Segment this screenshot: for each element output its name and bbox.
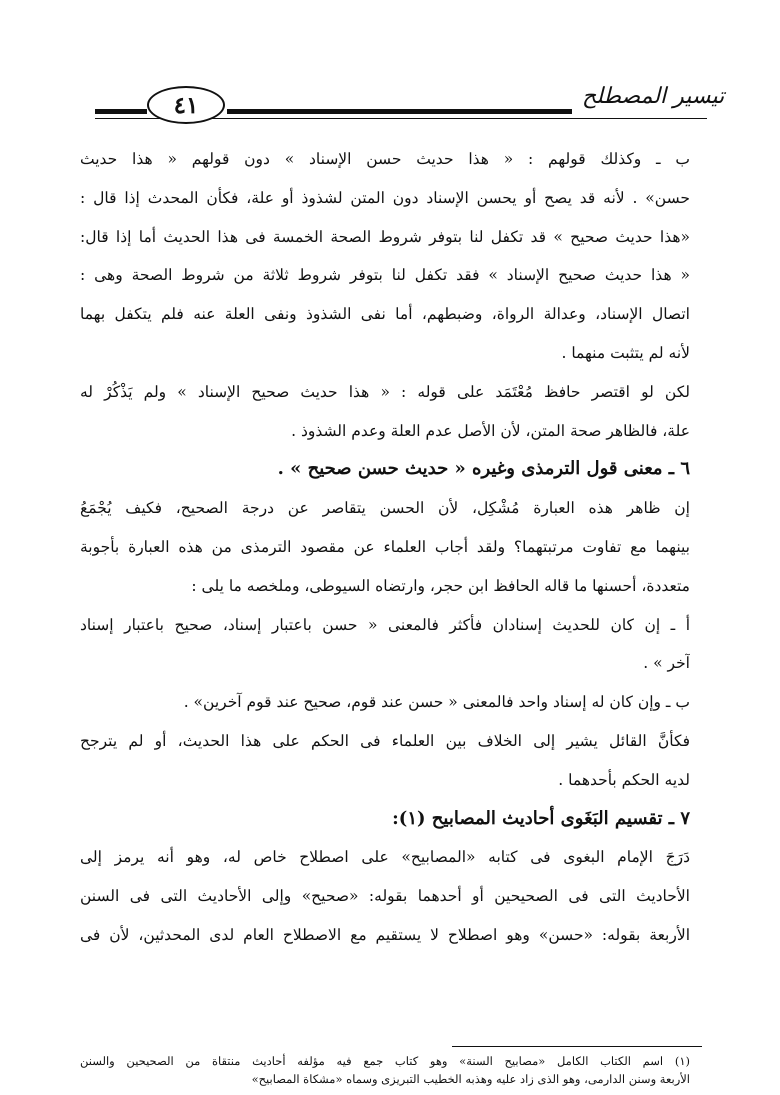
text-line: اتصال الإسناد، وعدالة الرواة، وضبطهم، أما نفى الشذوذ ونفى العلة عنه فلم يتكفل بهما bbox=[80, 305, 690, 324]
footnote-line: (١) اسم الكتاب الكامل «مصابيح السنة» وهو كتاب جمع فيه مؤلفه أحاديث منتقاة من الصحيحين والسنن bbox=[80, 1054, 690, 1068]
text-line: ب ـ وإن كان له إسناد واحد فالمعنى « حسن عند قوم، صحيح عند قوم آخرين» . bbox=[183, 693, 690, 712]
page-number: ٤١ bbox=[147, 86, 225, 124]
text-line: الأربعة بقوله: «حسن» وهو اصطلاح لا يستقيم مع الاصطلاح العام لدى المحدثين، لأن فى bbox=[80, 925, 690, 944]
footnotes bbox=[80, 1052, 690, 1088]
text-line: «هذا حديث صحيح » قد تكفل لنا بتوفر شروط الصحة الخمسة فى هذا الحديث أما إذا قال: bbox=[80, 227, 690, 246]
footnote-line: الأربعة وسنن الدارمى، وهو الذى زاد عليه وهذبه الخطيب التبريزى وسماه «مشكاة المصابيح» bbox=[251, 1072, 690, 1086]
text-line: لأنه لم يتثبت منهما . bbox=[561, 343, 690, 362]
text-line: متعددة، أحسنها ما قاله الحافظ ابن حجر، وارتضاه السيوطى، وملخصه ما يلى : bbox=[191, 576, 690, 595]
text-line: « هذا حديث صحيح الإسناد » فقد تكفل لنا بتوفر شروط ثلاثة من شروط الصحة وهى : bbox=[80, 266, 690, 285]
page-header bbox=[95, 78, 725, 126]
text-line: الأحاديث التى فى الصحيحين أو أحدهما بقوله: «صحيح» وإلى الأحاديث التى فى السنن bbox=[80, 887, 690, 906]
text-line: ٧ ـ تقسيم البَغَوى أحاديث المصابيح (١): bbox=[392, 807, 690, 829]
text-line: أ ـ إن كان للحديث إسنادان فأكثر فالمعنى « حسن باعتبار إسناد، صحيح باعتبار إسناد bbox=[80, 615, 690, 634]
text-line: آخر » . bbox=[643, 654, 690, 673]
text-line: ب ـ وكذلك قولهم : « هذا حديث حسن الإسناد » دون قولهم « هذا حديث bbox=[80, 150, 690, 168]
header-rule-middle bbox=[227, 109, 572, 114]
footnote-divider bbox=[452, 1046, 702, 1047]
text-line: ٦ ـ معنى قول الترمذى وغيره « حديث حسن صحيح » . bbox=[277, 458, 690, 480]
text-line: لديه الحكم بأحدهما . bbox=[558, 770, 690, 789]
header-rule-left bbox=[95, 109, 147, 114]
text-line: بينهما مع تفاوت مرتبتهما؟ ولقد أجاب العلماء عن مقصود الترمذى من هذه العبارة بأجوبة bbox=[80, 537, 690, 556]
text-line: فكأنَّ القائل يشير إلى الخلاف بين العلماء فى الحكم على هذا الحديث، أو لم يترجح bbox=[80, 731, 690, 750]
text-line: علة، فالظاهر صحة المتن، لأن الأصل عدم العلة وعدم الشذوذ . bbox=[291, 421, 690, 440]
book-title: تيسير المصطلح bbox=[582, 84, 725, 109]
main-text bbox=[80, 140, 690, 955]
text-line: حسن» . لأنه قد يصح أو يحسن الإسناد دون المتن لشذوذ أو علة، فكأن المحدث إذا قال : bbox=[80, 188, 690, 207]
text-line: إن ظاهر هذه العبارة مُشْكِل، لأن الحسن يتقاصر عن درجة الصحيح، فكيف يُجْمَعُ bbox=[80, 499, 690, 518]
text-line: لكن لو اقتصر حافظ مُعْتَمَد على قوله : « هذا حديث صحيح الإسناد » ولم يَذْكُرْ له bbox=[80, 382, 690, 401]
text-line: دَرَجَ الإمام البغوى فى كتابه «المصابيح» على اصطلاح خاص له، وهو أنه يرمز إلى bbox=[80, 848, 690, 867]
